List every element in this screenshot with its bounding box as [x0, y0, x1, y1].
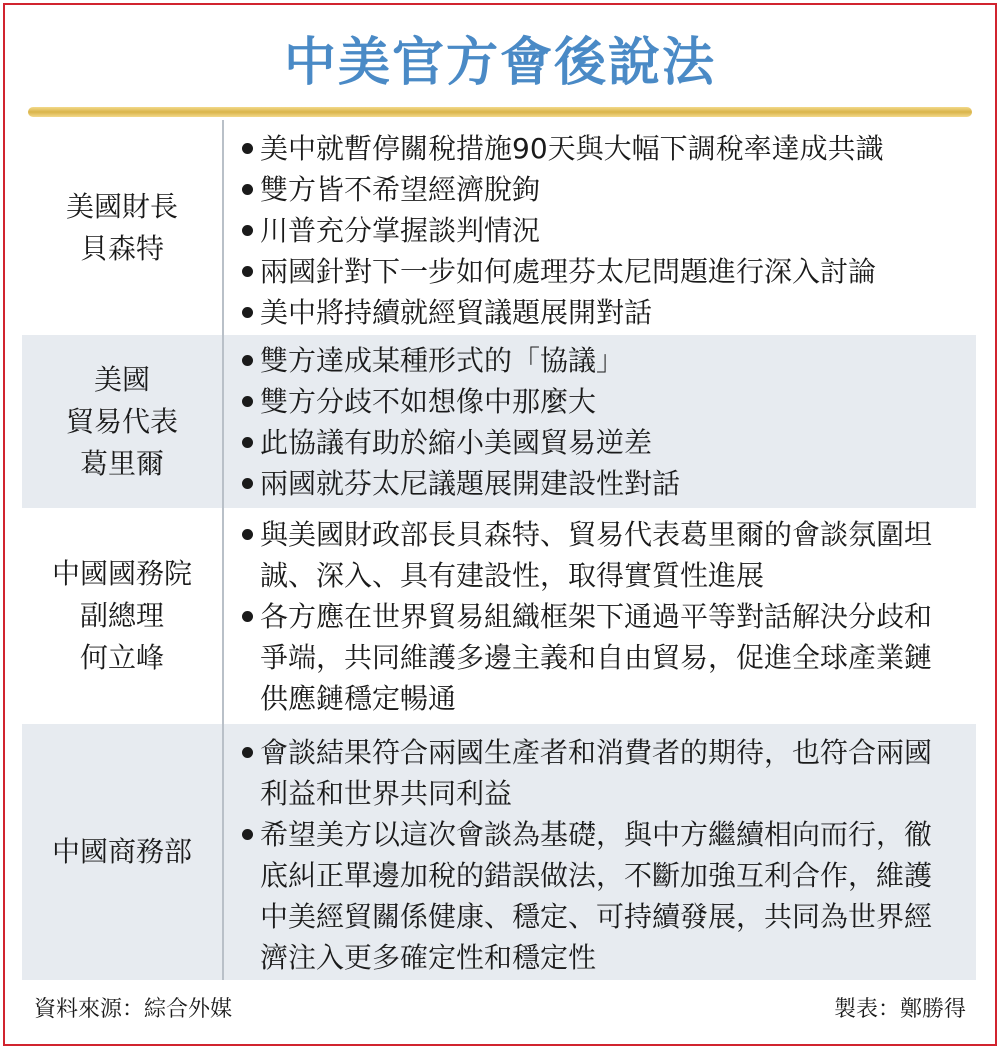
table-row-china-vice-premier: [22, 508, 976, 724]
list-item: 美中將持續就經貿議題展開對話: [238, 292, 976, 333]
label-line: 美國財長: [65, 189, 178, 223]
row-items: [224, 120, 976, 335]
list-item: 與美國財政部長貝森特、貿易代表葛里爾的會談氛圍坦誠、深入、具有建設性，取得實質性進展: [238, 514, 948, 596]
list-item: 川普充分掌握談判情況: [238, 210, 976, 251]
list-item: 兩國針對下一步如何處理芬太尼問題進行深入討論: [238, 251, 976, 292]
row-items: [224, 335, 976, 508]
row-items: [224, 508, 976, 724]
list-item: 希望美方以這次會談為基礎，與中方繼續相向而行，徹底糾正單邊加稅的錯誤做法，不斷加強互利合作，維護中美經貿關係健康、穩定、可持續發展，共同為世界經濟注入更多確定性和穩定性: [238, 814, 948, 978]
list-item: 此協議有助於縮小美國貿易逆差: [238, 422, 976, 463]
row-label: [22, 508, 224, 724]
label-line: 副總理: [79, 599, 164, 632]
row-label: [22, 724, 224, 980]
row-label: [22, 335, 224, 508]
label-line: 貝森特: [79, 231, 164, 265]
list-item: 各方應在世界貿易組織框架下通過平等對話解決分歧和爭端，共同維護多邊主義和自由貿易，促進全球產業鏈供應鏈穩定暢通: [238, 596, 948, 719]
table-row-us-treasury: [22, 120, 976, 335]
table-row-us-trade-rep: [22, 335, 976, 508]
title-divider: [28, 107, 972, 117]
label-line: 中國國務院: [51, 557, 192, 590]
list-item: 雙方皆不希望經濟脫鉤: [238, 169, 976, 210]
list-item: 雙方達成某種形式的「協議」: [238, 340, 976, 381]
row-items: [224, 724, 976, 980]
row-label: [22, 120, 224, 335]
list-item: 兩國就芬太尼議題展開建設性對話: [238, 463, 976, 504]
table-row-china-commerce: [22, 724, 976, 980]
list-item: 雙方分歧不如想像中那麼大: [238, 381, 976, 422]
statements-table: [22, 120, 976, 980]
page-title: 中美官方會後說法: [283, 33, 716, 93]
label-line: 美國: [93, 362, 150, 396]
label-line: 中國商務部: [51, 835, 192, 868]
list-item: 會談結果符合兩國生產者和消費者的期待，也符合兩國利益和世界共同利益: [238, 732, 948, 814]
label-line: 貿易代表: [65, 404, 178, 438]
source-note: 資料來源：綜合外媒: [34, 997, 233, 1022]
label-line: 何立峰: [79, 641, 164, 674]
credit-note: 製表：鄭勝得: [833, 997, 966, 1022]
label-line: 葛里爾: [79, 446, 164, 480]
list-item: 美中就暫停關稅措施90天與大幅下調稅率達成共識: [238, 128, 976, 169]
